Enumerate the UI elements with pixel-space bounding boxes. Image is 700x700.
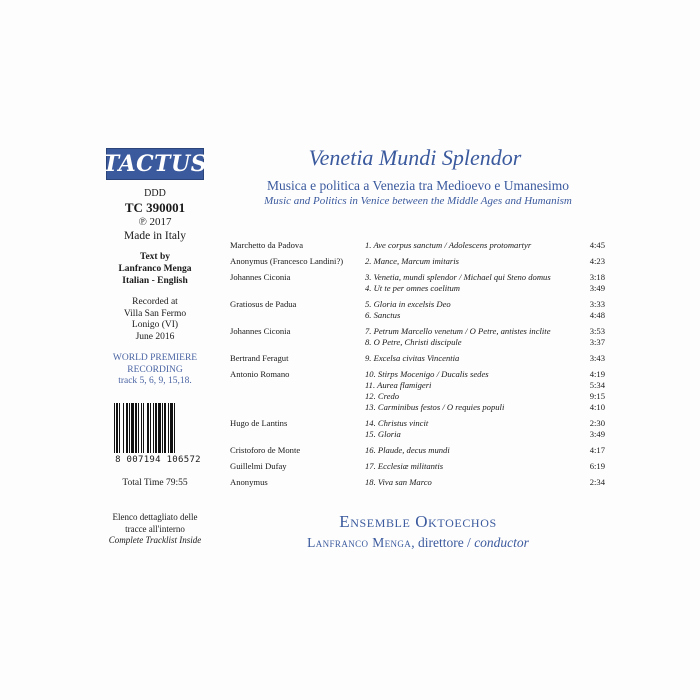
track-duration: 3:18 — [589, 272, 605, 282]
recorded-town: Lonigo (VI) — [131, 320, 179, 330]
track-title: 10. Stirps Mocenigo / Ducalis sedes — [365, 369, 489, 379]
track-duration: 9:15 — [589, 391, 605, 401]
total-time: Total Time 79:55 — [122, 478, 188, 488]
composer-name: Guillelmi Dufay — [230, 461, 287, 471]
track-title: 6. Sanctus — [365, 310, 401, 320]
track-row — [230, 337, 610, 348]
track-title: 5. Gloria in excelsis Deo — [365, 299, 451, 309]
director-credit — [218, 535, 618, 551]
director-role-en: conductor — [474, 535, 529, 550]
track-title: 9. Excelsa civitas Vincentia — [365, 353, 460, 363]
track-row — [230, 369, 610, 380]
composer-name: Johannes Ciconia — [230, 272, 291, 282]
copyright-year: ℗ 2017 — [138, 216, 172, 228]
recorded-venue: Villa San Fermo — [123, 308, 187, 319]
track-row — [230, 283, 610, 294]
tracklist — [230, 240, 610, 493]
made-in: Made in Italy — [124, 230, 186, 242]
catalog-number: TC 390001 — [124, 200, 186, 215]
track-duration: 4:48 — [589, 310, 605, 320]
track-title: 14. Christus vincit — [365, 418, 429, 428]
composer-name: Bertrand Feragut — [230, 353, 289, 363]
album-title: Venetia Mundi Splendor — [308, 145, 522, 170]
tracklist-note-line3: Complete Tracklist Inside — [108, 535, 202, 545]
track-title: 1. Ave corpus sanctum / Adolescens protomartyr — [365, 240, 532, 250]
track-row — [230, 240, 610, 251]
track-row — [230, 391, 610, 402]
track-duration: 3:37 — [589, 337, 605, 347]
track-title: 16. Plaude, decus mundi — [365, 445, 450, 455]
barcode-graphic — [113, 403, 205, 453]
track-title: 7. Petrum Marcello venetum / O Petre, antistes inclite — [365, 326, 551, 336]
track-title: 12. Credo — [365, 391, 400, 401]
track-row — [230, 272, 610, 283]
track-title: 17. Ecclesiæ militantis — [365, 461, 444, 471]
composer-name: Marchetto da Padova — [230, 240, 304, 250]
track-duration: 2:30 — [589, 418, 605, 428]
text-by-languages: Italian - English — [122, 276, 188, 286]
ensemble-name: Ensemble Oktoechos — [339, 512, 497, 531]
composer-name: Anonymus (Francesco Landini?) — [230, 256, 344, 266]
track-row — [230, 256, 610, 267]
track-row — [230, 418, 610, 429]
subtitle-italian: Musica e politica a Venezia tra Medioevo e Umanesimo — [267, 178, 569, 193]
track-row — [230, 326, 610, 337]
text-by-label: Text by — [139, 252, 170, 262]
composer-name: Cristoforo de Monte — [230, 445, 301, 455]
track-duration: 3:43 — [589, 353, 605, 363]
track-title: 18. Viva san Marco — [365, 477, 432, 487]
track-duration: 3:53 — [589, 326, 605, 336]
track-row — [230, 445, 610, 456]
track-title: 2. Mance, Marcum imitaris — [365, 256, 459, 266]
track-duration: 4:10 — [589, 402, 605, 412]
track-duration: 4:17 — [589, 445, 605, 455]
track-duration: 4:23 — [589, 256, 605, 266]
track-title: 8. O Petre, Christi discipule — [365, 337, 462, 347]
director-role-it: , direttore / — [411, 535, 475, 550]
track-row — [230, 477, 610, 488]
track-row — [230, 310, 610, 321]
composer-name: Gratiosus de Padua — [230, 299, 297, 309]
composer-name: Johannes Ciconia — [230, 326, 291, 336]
track-duration: 5:34 — [589, 380, 605, 390]
composer-name: Hugo de Lantins — [230, 418, 288, 428]
track-title: 4. Ut te per omnes coelitum — [365, 283, 460, 293]
tracklist-note-line1: Elenco dettagliato delle — [112, 512, 198, 522]
track-duration: 2:34 — [589, 477, 605, 487]
label-info-column — [100, 148, 210, 388]
tracklist-note — [100, 512, 210, 547]
track-title: 11. Aurea flamigeri — [365, 380, 432, 390]
track-duration: 6:19 — [589, 461, 605, 471]
track-row — [230, 380, 610, 391]
ddd-code: DDD — [144, 188, 166, 199]
track-row — [230, 299, 610, 310]
track-duration: 4:45 — [589, 240, 605, 250]
track-row — [230, 402, 610, 413]
track-duration: 3:49 — [589, 283, 605, 293]
track-title: 15. Gloria — [365, 429, 401, 439]
subtitle-english: Music and Politics in Venice between the Middle Ages and Humanism — [264, 195, 572, 207]
barcode-number: 8 007194 106572 — [115, 455, 201, 465]
text-by-author: Lanfranco Menga — [118, 264, 192, 274]
composer-name: Anonymus — [230, 477, 268, 487]
tracklist-note-line2: tracce all'interno — [125, 523, 185, 534]
track-duration: 4:19 — [589, 369, 605, 379]
tactus-logo: TACTUS — [106, 148, 204, 180]
recorded-date: June 2016 — [135, 331, 175, 342]
track-row — [230, 353, 610, 364]
world-premiere-label: WORLD PREMIERE — [112, 353, 198, 363]
track-duration: 3:33 — [589, 299, 605, 309]
director-name: Lanfranco Menga — [307, 535, 412, 550]
recorded-at-label: Recorded at — [132, 297, 178, 307]
composer-name: Antonio Romano — [230, 369, 290, 379]
track-row — [230, 461, 610, 472]
recording-label: RECORDING — [127, 364, 183, 375]
track-row — [230, 429, 610, 440]
track-duration: 3:49 — [589, 429, 605, 439]
track-title: 13. Carminibus festos / O requies populi — [365, 402, 505, 412]
premiere-tracks: track 5, 6, 9, 15,18. — [118, 376, 192, 386]
track-title: 3. Venetia, mundi splendor / Michael qui Steno domus — [365, 272, 551, 282]
